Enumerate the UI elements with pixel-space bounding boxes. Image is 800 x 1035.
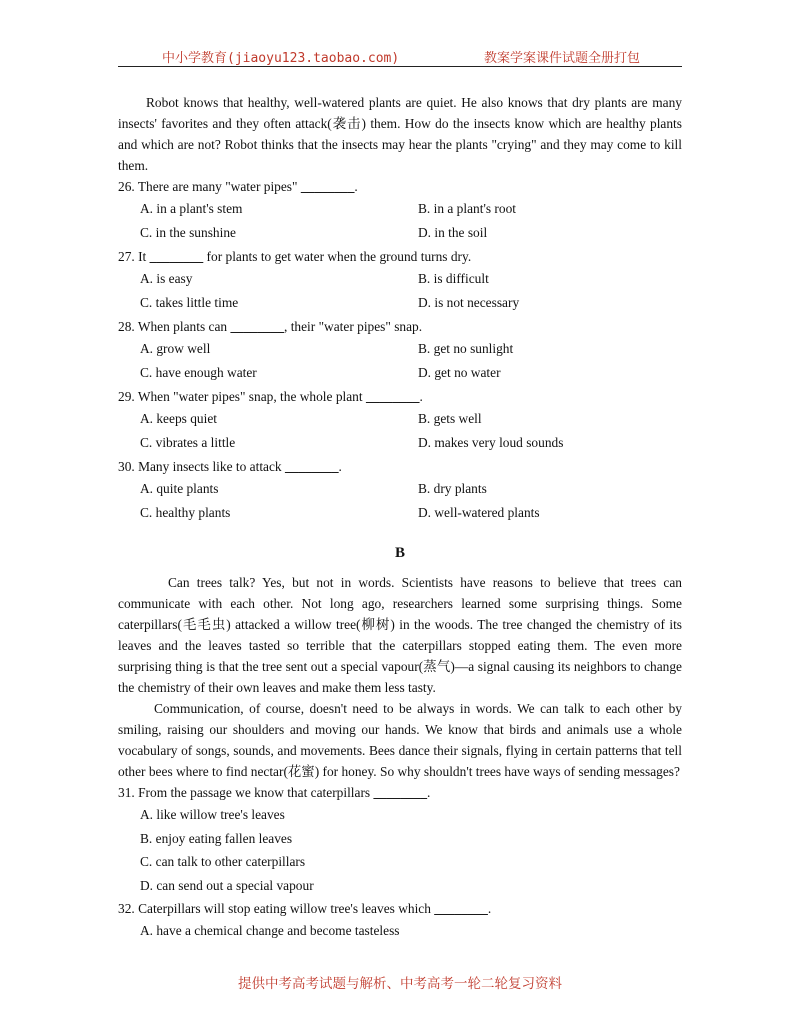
- option-26-c: C. in the sunshine: [140, 225, 236, 240]
- option-30-b: B. dry plants: [418, 481, 487, 496]
- question-30: 30. Many insects like to attack ________.: [118, 459, 342, 474]
- page-content: [118, 92, 682, 944]
- section-b-title: B: [394, 545, 405, 561]
- passage-a-paragraph: Robot knows that healthy, well-watered plants are quiet. He also knows that dry plants are many insects' favorites and they often attack(袭击) them. How do the insects know which are healthy plants and which are not? Robot thinks that the insects may hear the plants "crying" and they may come to kill them.: [118, 95, 682, 173]
- question-31-options: [118, 804, 682, 898]
- question-28-options: [118, 338, 682, 386]
- page-header: [118, 44, 682, 67]
- option-27-b: B. is difficult: [418, 271, 489, 286]
- option-28-b: B. get no sunlight: [418, 341, 514, 356]
- question-31: 31. From the passage we know that caterpillars ________.: [118, 785, 431, 800]
- option-30-c: C. healthy plants: [140, 505, 231, 520]
- question-27: 27. It ________ for plants to get water when the ground turns dry.: [118, 249, 472, 264]
- question-29-options: [118, 408, 682, 456]
- option-26-d: D. in the soil: [418, 225, 488, 240]
- passage-b-paragraph-2: Communication, of course, doesn't need to be always in words. We can talk to each other by smiling, raising our shoulders and moving our hands. We know that birds and animals use a whole vocabulary of songs, sounds, and movements. Bees dance their signals, flying in certain patterns that tell other bees where to find nectar(花蜜) for honey. So why shouldn't trees have ways of sending messages?: [118, 701, 682, 779]
- option-29-d: D. makes very loud sounds: [418, 435, 564, 450]
- question-26: 26. There are many "water pipes" ________.: [118, 179, 358, 194]
- passage-b-paragraph-1: Can trees talk? Yes, but not in words. Scientists have reasons to believe that trees can communicate with each other. Not long ago, researchers learned some surprising things. Some caterpillars(毛毛虫) attacked a willow tree(柳树) in the woods. The tree changed the chemistry of its leaves and the leaves tasted so terrible that the caterpillars stopped eating them. The even more surprising thing is that the tree sent out a special vapour(蒸气)—a signal causing its neighbors to change the chemistry of their own leaves and make them less tasty.: [118, 575, 682, 695]
- option-30-d: D. well-watered plants: [418, 505, 540, 520]
- question-26-options: [118, 198, 682, 246]
- header-right-text: 教案学案课件试题全册打包: [483, 51, 640, 66]
- option-27-d: D. is not necessary: [418, 295, 520, 310]
- option-26-a: A. in a plant's stem: [140, 201, 243, 216]
- option-28-c: C. have enough water: [140, 365, 257, 380]
- option-29-c: C. vibrates a little: [140, 435, 236, 450]
- option-31-c: C. can talk to other caterpillars: [140, 854, 306, 869]
- option-32-a: A. have a chemical change and become tasteless: [140, 923, 400, 938]
- question-30-options: [118, 478, 682, 526]
- option-30-a: A. quite plants: [140, 481, 219, 496]
- question-27-options: [118, 268, 682, 316]
- header-left-text: 中小学教育(jiaoyu123.taobao.com): [162, 51, 400, 66]
- option-26-b: B. in a plant's root: [418, 201, 516, 216]
- option-31-b: B. enjoy eating fallen leaves: [140, 830, 293, 846]
- option-29-b: B. gets well: [418, 411, 482, 426]
- question-28: 28. When plants can ________, their "water pipes" snap.: [118, 319, 423, 334]
- option-28-d: D. get no water: [418, 365, 501, 380]
- question-32: 32. Caterpillars will stop eating willow tree's leaves which ________.: [118, 901, 492, 916]
- option-29-a: A. keeps quiet: [140, 411, 217, 426]
- question-32-options: [118, 920, 682, 944]
- option-28-a: A. grow well: [140, 341, 211, 356]
- option-31-d: D. can send out a special vapour: [140, 877, 314, 893]
- option-27-c: C. takes little time: [140, 295, 239, 310]
- option-31-a: A. like willow tree's leaves: [140, 807, 285, 822]
- option-27-a: A. is easy: [140, 271, 193, 286]
- page-footer: 提供中考高考试题与解析、中考高考一轮二轮复习资料: [238, 976, 562, 992]
- question-29: 29. When "water pipes" snap, the whole plant ________.: [118, 389, 423, 404]
